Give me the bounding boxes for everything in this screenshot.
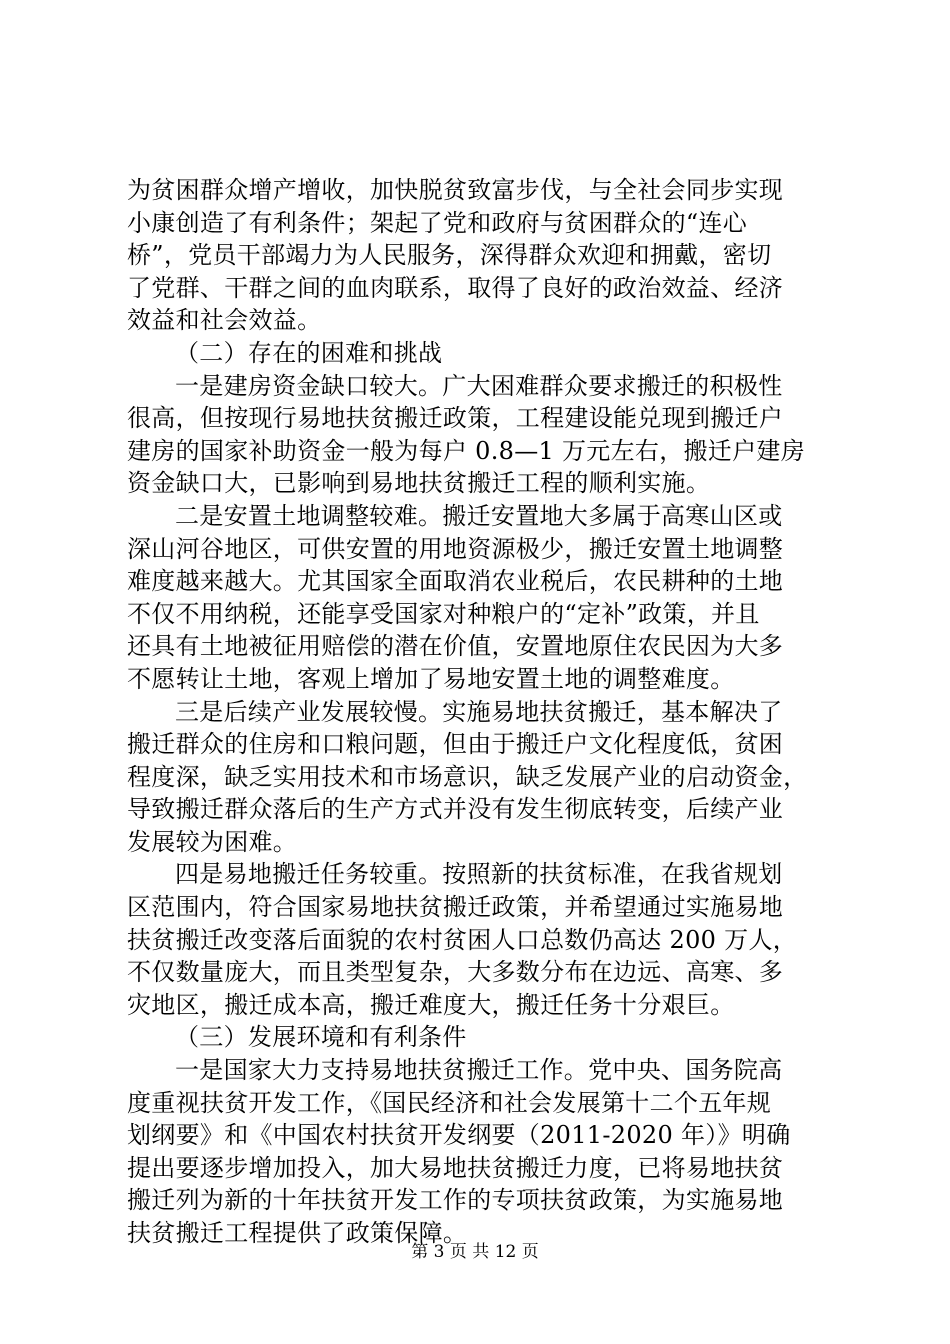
text-line: 还具有土地被征用赔偿的潜在价值，安置地原住农民因为大多 — [127, 632, 784, 661]
page-number-footer: 第 3 页 共 12 页 — [411, 1242, 539, 1262]
text-line: 了党群、干群之间的血肉联系，取得了良好的政治效益、经济 — [127, 273, 784, 302]
text-line: （二）存在的困难和挑战 — [175, 338, 443, 367]
text-line: 很高，但按现行易地扶贫搬迁政策，工程建设能兑现到搬迁户 — [127, 404, 784, 433]
text-line: 为贫困群众增产增收，加快脱贫致富步伐，与全社会同步实现 — [127, 176, 784, 204]
text-line: 四是易地搬迁任务较重。按照新的扶贫标准，在我省规划 — [175, 860, 783, 889]
text-line: 扶贫搬迁工程提供了政策保障。 — [127, 1219, 468, 1247]
text-line: 搬迁群众的住房和口粮问题，但由于搬迁户文化程度低，贫困 — [127, 730, 784, 759]
text-line: 搬迁列为新的十年扶贫开发工作的专项扶贫政策，为实施易地 — [127, 1186, 784, 1215]
text-line: 导致搬迁群众落后的生产方式并没有发生彻底转变，后续产业 — [127, 795, 784, 824]
text-line: 深山河谷地区，可供安置的用地资源极少，搬迁安置土地调整 — [127, 534, 784, 563]
text-line: 三是后续产业发展较慢。实施易地扶贫搬迁，基本解决了 — [175, 697, 783, 726]
text-line: 发展较为困难。 — [127, 827, 298, 856]
text-line: 效益和社会效益。 — [127, 306, 322, 335]
text-line: 灾地区，搬迁成本高，搬迁难度大，搬迁任务十分艰巨。 — [127, 990, 735, 1019]
text-line: 小康创造了有利条件；架起了党和政府与贫困群众的“连心 — [127, 208, 748, 237]
text-line: 桥”，党员干部竭力为人民服务，深得群众欢迎和拥戴，密切 — [127, 241, 772, 270]
text-line: 不仅不用纳税，还能享受国家对种粮户的“定补”政策，并且 — [127, 599, 760, 628]
text-line: 提出要逐步增加投入，加大易地扶贫搬迁力度，已将易地扶贫 — [127, 1153, 784, 1182]
text-line: 不仅数量庞大，而且类型复杂，大多数分布在边远、高寒、多 — [127, 958, 784, 987]
text-line: 建房的国家补助资金一般为每户 0.8—1 万元左右，搬迁户建房 — [127, 436, 805, 465]
text-line: （三）发展环境和有利条件 — [175, 1023, 467, 1052]
text-line: 度重视扶贫开发工作，《国民经济和社会发展第十二个五年规 — [127, 1088, 772, 1117]
text-line: 不愿转让土地，客观上增加了易地安置土地的调整难度。 — [127, 664, 735, 693]
text-line: 一是建房资金缺口较大。广大困难群众要求搬迁的积极性 — [175, 371, 783, 400]
text-line: 二是安置土地调整较难。搬迁安置地大多属于高寒山区或 — [175, 501, 783, 530]
text-line: 一是国家大力支持易地扶贫搬迁工作。党中央、国务院高 — [175, 1056, 783, 1085]
text-line: 资金缺口大，已影响到易地扶贫搬迁工程的顺利实施。 — [127, 469, 711, 498]
text-line: 难度越来越大。尤其国家全面取消农业税后，农民耕种的土地 — [127, 567, 784, 596]
text-line: 程度深，缺乏实用技术和市场意识，缺乏发展产业的启动资金， — [127, 762, 808, 791]
body-text — [127, 174, 833, 1250]
text-line: 扶贫搬迁改变落后面貌的农村贫困人口总数仍高达 200 万人， — [127, 925, 798, 954]
text-line: 区范围内，符合国家易地扶贫搬迁政策，并希望通过实施易地 — [127, 893, 784, 922]
text-line: 划纲要》和《中国农村扶贫开发纲要（2011-2020 年）》明确 — [127, 1121, 791, 1150]
